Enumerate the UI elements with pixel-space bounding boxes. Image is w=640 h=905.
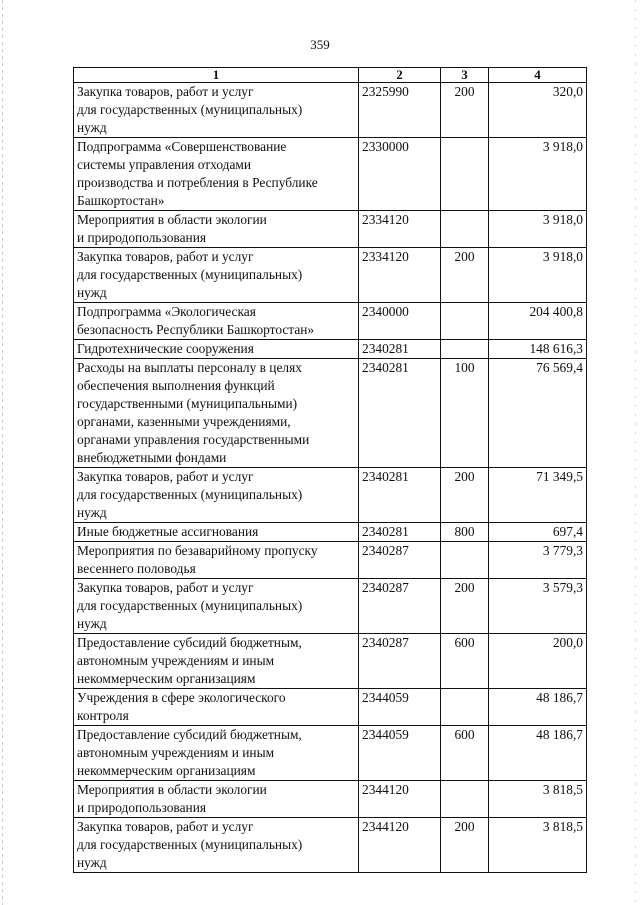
header-col-4: 4 (489, 68, 587, 83)
row-amount-cell: 3 918,0 (489, 248, 587, 303)
row-name-cell: Предоставление субсидий бюджетным, автономным учреждениям и иным некоммерческим организациям (74, 726, 359, 781)
row-amount-cell: 200,0 (489, 634, 587, 689)
header-col-3: 3 (441, 68, 489, 83)
row-code-cell: 2340281 (359, 523, 441, 542)
row-code-cell: 2325990 (359, 83, 441, 138)
row-name-cell: Закупка товаров, работ и услуг для государственных (муниципальных) нужд (74, 818, 359, 873)
row-amount-cell: 48 186,7 (489, 689, 587, 726)
row-code-cell: 2340287 (359, 542, 441, 579)
row-name-cell: Иные бюджетные ассигнования (74, 523, 359, 542)
row-expense-type-cell: 600 (441, 634, 489, 689)
row-amount-cell: 71 349,5 (489, 468, 587, 523)
row-expense-type-cell (441, 303, 489, 340)
row-expense-type-cell (441, 689, 489, 726)
row-code-cell: 2344120 (359, 818, 441, 873)
row-expense-type-cell: 200 (441, 83, 489, 138)
row-name-cell: Закупка товаров, работ и услуг для государственных (муниципальных) нужд (74, 468, 359, 523)
row-amount-cell: 320,0 (489, 83, 587, 138)
row-name-cell: Подпрограмма «Совершенствование системы управления отходами производства и потребления в Республике Башкортостан» (74, 138, 359, 211)
row-amount-cell: 76 569,4 (489, 359, 587, 468)
row-code-cell: 2344059 (359, 689, 441, 726)
scan-edge-right (635, 0, 636, 905)
row-code-cell: 2340287 (359, 634, 441, 689)
row-name-cell: Закупка товаров, работ и услуг для государственных (муниципальных) нужд (74, 579, 359, 634)
row-code-cell: 2340281 (359, 359, 441, 468)
row-expense-type-cell: 200 (441, 248, 489, 303)
row-expense-type-cell: 200 (441, 468, 489, 523)
row-code-cell: 2340287 (359, 579, 441, 634)
table-row (74, 303, 587, 340)
row-expense-type-cell: 100 (441, 359, 489, 468)
row-amount-cell: 48 186,7 (489, 726, 587, 781)
row-amount-cell: 3 779,3 (489, 542, 587, 579)
row-amount-cell: 3 818,5 (489, 781, 587, 818)
header-col-2: 2 (359, 68, 441, 83)
row-amount-cell: 3 918,0 (489, 211, 587, 248)
scan-edge-left (2, 0, 3, 905)
row-name-cell: Мероприятия в области экологии и природопользования (74, 211, 359, 248)
table-row (74, 542, 587, 579)
row-expense-type-cell: 800 (441, 523, 489, 542)
row-name-cell: Учреждения в сфере экологического контроля (74, 689, 359, 726)
row-name-cell: Подпрограмма «Экологическая безопасность Республики Башкортостан» (74, 303, 359, 340)
row-amount-cell: 3 918,0 (489, 138, 587, 211)
page-number: 359 (310, 37, 330, 52)
row-expense-type-cell (441, 340, 489, 359)
row-name-cell: Предоставление субсидий бюджетным, автономным учреждениям и иным некоммерческим организациям (74, 634, 359, 689)
row-expense-type-cell (441, 781, 489, 818)
table-row (74, 468, 587, 523)
row-amount-cell: 148 616,3 (489, 340, 587, 359)
table-row (74, 211, 587, 248)
row-code-cell: 2334120 (359, 248, 441, 303)
row-code-cell: 2340281 (359, 468, 441, 523)
row-name-cell: Закупка товаров, работ и услуг для государственных (муниципальных) нужд (74, 83, 359, 138)
table-row (74, 689, 587, 726)
row-expense-type-cell: 200 (441, 818, 489, 873)
row-expense-type-cell (441, 211, 489, 248)
table-row (74, 781, 587, 818)
row-name-cell: Мероприятия по безаварийному пропуску весеннего половодья (74, 542, 359, 579)
row-name-cell: Расходы на выплаты персоналу в целях обеспечения выполнения функций государственными (муниципальными) органами, казенными учреждениями, органами управления государственными внебюджетными фондами (74, 359, 359, 468)
table-row (74, 726, 587, 781)
row-name-cell: Закупка товаров, работ и услуг для государственных (муниципальных) нужд (74, 248, 359, 303)
table-row (74, 818, 587, 873)
row-expense-type-cell (441, 542, 489, 579)
table-row (74, 340, 587, 359)
row-amount-cell: 3 579,3 (489, 579, 587, 634)
row-expense-type-cell (441, 138, 489, 211)
row-expense-type-cell: 200 (441, 579, 489, 634)
table-row (74, 83, 587, 138)
row-code-cell: 2344120 (359, 781, 441, 818)
table-header-row (74, 68, 587, 83)
table-row (74, 634, 587, 689)
row-amount-cell: 697,4 (489, 523, 587, 542)
table-row (74, 523, 587, 542)
row-code-cell: 2344059 (359, 726, 441, 781)
table-row (74, 248, 587, 303)
row-code-cell: 2340281 (359, 340, 441, 359)
table-row (74, 579, 587, 634)
row-amount-cell: 204 400,8 (489, 303, 587, 340)
row-expense-type-cell: 600 (441, 726, 489, 781)
row-name-cell: Мероприятия в области экологии и природопользования (74, 781, 359, 818)
row-code-cell: 2334120 (359, 211, 441, 248)
header-col-1: 1 (74, 68, 359, 83)
row-amount-cell: 3 818,5 (489, 818, 587, 873)
table-row (74, 138, 587, 211)
table-row (74, 359, 587, 468)
row-code-cell: 2330000 (359, 138, 441, 211)
row-code-cell: 2340000 (359, 303, 441, 340)
row-name-cell: Гидротехнические сооружения (74, 340, 359, 359)
budget-table (73, 67, 587, 873)
